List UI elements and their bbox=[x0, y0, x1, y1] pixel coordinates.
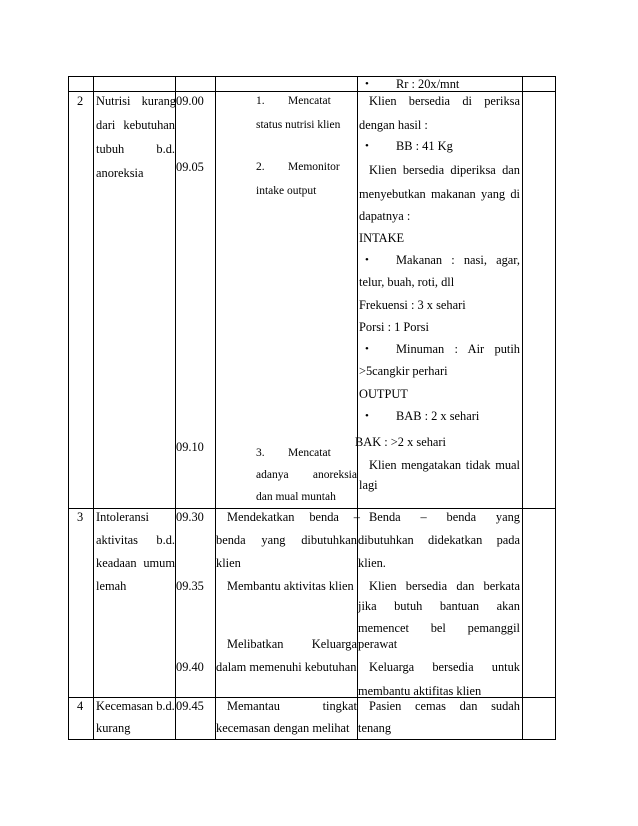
row-2-evaluation-line: BAK : >2 x sehari bbox=[355, 435, 446, 449]
bullet-icon: • bbox=[365, 140, 369, 152]
row-3-diagnosis-line: lemah bbox=[96, 579, 127, 593]
row-2-evaluation-line: dapatnya : bbox=[359, 209, 411, 223]
row-4-diagnosis-line: Kecemasan b.d. bbox=[96, 699, 175, 713]
row-2-action-number: 2. bbox=[256, 161, 265, 173]
row-4-evaluation-line: tenang bbox=[358, 721, 392, 735]
row-2-diagnosis-line: tubuh b.d. bbox=[96, 142, 175, 156]
row-2-evaluation-line: BB : 41 Kg bbox=[396, 139, 453, 153]
row-2-evaluation-line: Klien bersedia di periksa bbox=[369, 94, 520, 108]
row-3-evaluation-line: Keluarga bersedia untuk bbox=[369, 660, 520, 674]
row-2-evaluation-line: INTAKE bbox=[359, 231, 405, 245]
bullet-icon: • bbox=[365, 410, 369, 422]
row-3-evaluation-line: memencet bel pemanggil bbox=[358, 621, 520, 635]
row-2-action-line: Mencatat bbox=[288, 95, 331, 107]
row-2-action-number: 1. bbox=[256, 95, 265, 107]
row-2-evaluation-line: Minuman : Air putih bbox=[396, 342, 520, 356]
row-3-diagnosis-line: Intoleransi bbox=[96, 510, 149, 524]
bullet-icon: • bbox=[365, 78, 369, 90]
row-3-evaluation-line: perawat bbox=[358, 637, 398, 651]
row-2-diagnosis-line: dari kebutuhan bbox=[96, 118, 175, 132]
row-2-time: 09.10 bbox=[176, 440, 204, 454]
bullet-icon: • bbox=[365, 343, 369, 355]
row-3-diagnosis-line: keadaan umum bbox=[96, 556, 175, 570]
row-4-action-line: Memantau tingkat bbox=[227, 699, 357, 713]
row-2-time: 09.00 bbox=[176, 94, 204, 108]
row-3-action-line: benda yang dibutuhkan bbox=[216, 533, 357, 547]
row-3-action-line: Melibatkan Keluarga bbox=[227, 637, 357, 651]
row-2-evaluation-line: lagi bbox=[359, 478, 378, 492]
row-3-diagnosis-line: aktivitas b.d. bbox=[96, 533, 175, 547]
row-3-action-line: Membantu aktivitas klien bbox=[227, 579, 354, 593]
row-2-time: 09.05 bbox=[176, 160, 204, 174]
row-4-diagnosis-line: kurang bbox=[96, 721, 131, 735]
row-3-evaluation-line: jika butuh bantuan akan bbox=[358, 599, 520, 613]
row-2-evaluation-line: Porsi : 1 Porsi bbox=[359, 320, 429, 334]
row-3-action-line: dalam memenuhi kebutuhan bbox=[216, 660, 357, 674]
row-2-evaluation-line: OUTPUT bbox=[359, 387, 408, 401]
row-3-time: 09.40 bbox=[176, 660, 204, 674]
row-2-diagnosis-line: anoreksia bbox=[96, 166, 144, 180]
row-2-evaluation-line: menyebutkan makanan yang di bbox=[359, 187, 520, 201]
row-2-evaluation-line: >5cangkir perhari bbox=[359, 364, 448, 378]
row-2-action-line: intake output bbox=[256, 185, 317, 197]
row-2-action-line: adanya anoreksia bbox=[256, 469, 357, 481]
row-3-number: 3 bbox=[77, 510, 84, 524]
row-2-action-line: Mencatat bbox=[288, 447, 331, 459]
row-4-evaluation-line: Pasien cemas dan sudah bbox=[369, 699, 520, 713]
row-4-number: 4 bbox=[77, 699, 84, 713]
row-4-action-line: kecemasan dengan melihat bbox=[216, 721, 350, 735]
row-2-action-number: 3. bbox=[256, 447, 265, 459]
row-3-evaluation-line: dibutuhkan didekatkan pada bbox=[358, 533, 520, 547]
row-2-evaluation-line: BAB : 2 x sehari bbox=[396, 409, 480, 423]
row-2-evaluation-line: Klien mengatakan tidak mual bbox=[369, 458, 520, 472]
row-2-diagnosis-line: Nutrisi kurang bbox=[96, 94, 176, 108]
row-2-evaluation-line: Makanan : nasi, agar, bbox=[396, 253, 520, 267]
row-2-evaluation-line: telur, buah, roti, dll bbox=[359, 275, 455, 289]
row-2-action-line: dan mual muntah bbox=[256, 491, 336, 503]
row-2-number: 2 bbox=[77, 94, 84, 108]
row-3-evaluation-line: Klien bersedia dan berkata bbox=[369, 579, 520, 593]
bullet-icon: • bbox=[365, 254, 369, 266]
row-2-evaluation-line: Klien bersedia diperiksa dan bbox=[369, 163, 520, 177]
row-3-evaluation-line: membantu aktifitas klien bbox=[358, 684, 482, 698]
row-4-time: 09.45 bbox=[176, 699, 204, 713]
row-2-evaluation-line: Frekuensi : 3 x sehari bbox=[359, 298, 466, 312]
row-2-evaluation-line: dengan hasil : bbox=[359, 118, 428, 132]
row-3-evaluation-line: klien. bbox=[358, 556, 386, 570]
row-3-action-line: Mendekatkan benda – bbox=[227, 510, 360, 524]
row-2-action-line: status nutrisi klien bbox=[256, 119, 341, 131]
row-3-time: 09.35 bbox=[176, 579, 204, 593]
row-3-time: 09.30 bbox=[176, 510, 204, 524]
top-row-vital-sign: Rr : 20x/mnt bbox=[396, 77, 460, 91]
row-3-action-line: klien bbox=[216, 556, 241, 570]
row-2-action-line: Memonitor bbox=[288, 161, 340, 173]
row-3-evaluation-line: Benda – benda yang bbox=[369, 510, 520, 524]
